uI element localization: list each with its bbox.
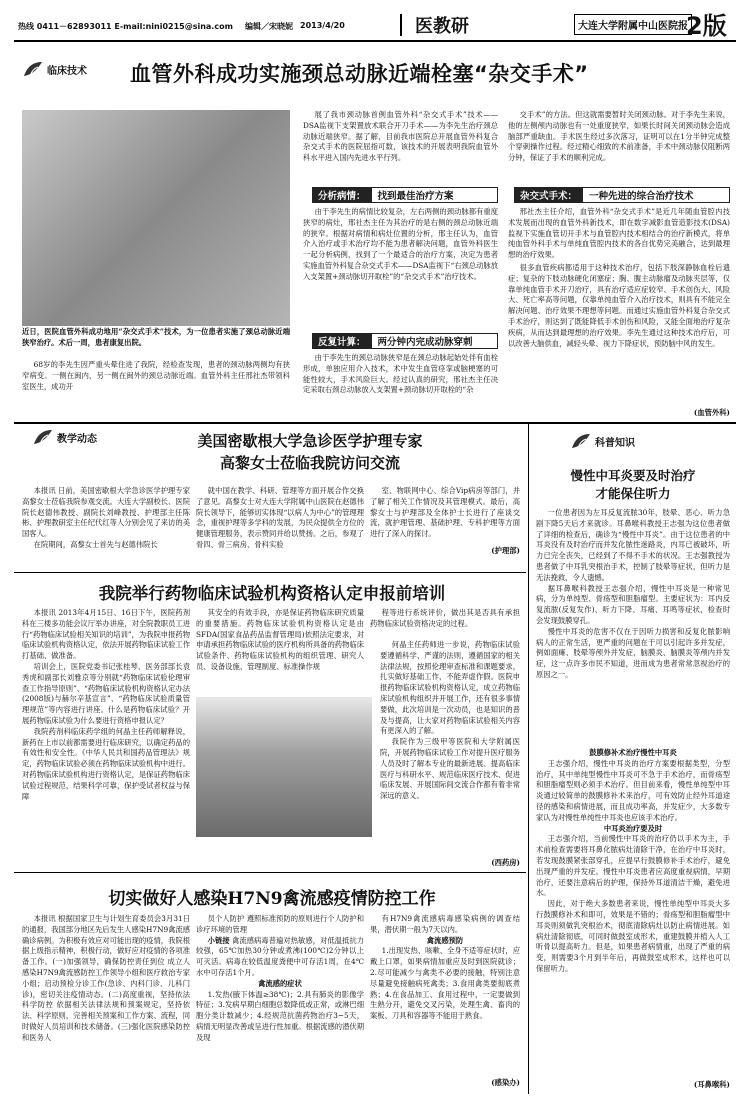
leaf-icon [570,432,592,450]
article1-col2-top: 展了我市颈动脉首例血管外科“杂交式手术”技术——DSA监视下支架置放术联合开刀手术——为李先生治疗颈总动脉近端狭窄。据了解，目前我市医院总开展血管外科复合杂交式手术的医院屈指可数，该技术的开展表明我院血管外科水平进入国内先进水平行列。 [303,110,498,163]
sidebar-subhead-1: 鼓膜修补术治疗慢性中耳炎 [589,748,677,757]
article1-col2-bot: 由于李先生的颈总动脉狭窄是在颈总动脉起始处伴有血栓形成，单独应用介入技术，术中发生血管痉挛或脑梗塞的可能性较大，手术风险巨大。经过认真的研究，邢社杰主任决定采取右颈总动脉放入支架置+颈动脉切开取栓的“杂 [303,353,498,395]
paper-name: 大连大学附属中山医院报 [574,14,692,35]
article1-signature: (血管外科) [693,408,730,417]
article4-col2: 员个人防护 遵照标准预防的原则进行个人防护和诊疗环境的管理 小链接 禽流感病毒普遍对热敏感，对低温抵抗力较强，65℃加热30分钟或煮沸(100℃)2分钟以上可灭活。病毒在较低温度粪便中可存活1周，在4℃水中可存活1个月。 禽流感的症状 1.发热(腋下体温≥38℃)；2.具有肺炎的影像学特征；3.发病早期白细胞总数降低或正常，或淋巴细胞分类计数减少；4.经规范抗菌药物治疗3~5天，病情无明显改善或呈进行性加重。根据流感的潜伏期及现 [196,914,364,1042]
article1-col1: 68岁的李先生因严重头晕住进了我院，经检查发现，患者的颈动脉两侧均有狭窄病变。一侧在闽内，另一侧在闽外的颈总动脉近端。血管外科主任邢社杰带领科室医生，成功开 [22,360,290,391]
tag-teaching [32,428,97,446]
tag-label: 临床技术 [47,65,87,77]
article1-col2-mid: 由于李先生的病情比较复杂，左右两侧的颈动脉都有重度狭窄的病灶，邢社杰主任为其治疗的是右侧的颈总动脉近端的狭窄。根据对病情和病灶位置的分析，邢主任认为，血管介入治疗或手术治疗均不能为患者解决问题，血管外科医生一起分析病例，找到了一个最适合的治疗方案，决定为患者实施血管外科复合杂交式手术——DSA监视下“右颈总动脉放入支架置+颈动脉切开取栓”的“杂交式手术”治疗技术。 [303,207,498,281]
article4-title: 切实做好人感染H7N9禽流感疫情防控工作 [108,889,436,909]
article1-col3-top: 交手术”的方法。但这就需要暂时关闭颈动脉。对于李先生来说，他的左侧颅内动脉也有一处重度狭窄，如果长时间关闭颈动脉会造成脑部严重缺血。手术医生经过多次落习，证明可以在1分半钟完成整个穿刺操作过程。经过精心细致的术前准备，手术中颈动脉仅阻断两分钟，保证了手术的顺利完成。 [508,110,730,163]
masthead-editor: 编辑／宋晓妮 [245,22,293,31]
masthead-section: 医教研 [415,16,469,37]
small-link-label: 小链接 [207,935,230,945]
article2-title-l1: 美国密歇根大学急诊医学护理专家 [197,432,423,450]
masthead-hotline: 热线 0411－62893011 E-mail:nini0215@sina.com [18,22,233,31]
subhead-hybrid: 杂交式手术： 一种先进的综合治疗技术 [514,187,730,203]
tag-label: 教学动态 [57,433,97,445]
masthead-rule [14,40,736,42]
rule-3 [14,872,526,873]
article2-title-l2: 高黎女士莅临我院访问交流 [219,454,400,472]
article1-col3-mid: 邢社杰主任介绍，血管外科“杂交式手术”是近几年随血管腔内技术发展而出现的血管外科新技术，即在数字减影血管造影技术(DSA)监视下实施血管切开手术与血管腔内技术相结合的治疗新模式，将单纯血管外科手术与单纯血管腔内技术的各自优势完美融合，达到最理想的治疗效果。 [508,207,730,260]
subhead-analysis: 分析病情： 找到最佳治疗方案 [312,187,498,203]
masthead-divider [400,14,402,36]
article4-signature: (感染办) [491,1078,520,1087]
article2-col1: 本报讯 日前，美国密歇根大学急诊医学护理专家高黎女士莅临我院参观交流。大连大学副校长、医院院长赵德伟教授、副院长刘峰教授、护理部主任陈彬、护理教研室主任纪代红等人分别会见了来访的美国客人。 在院期间，高黎女士首先与赵德伟院长 [22,486,190,549]
sidebar-signature: (耳鼻喉科) [693,1080,730,1089]
article4-col1: 本报讯 根据国家卫生与计划生育委员会3月31日的通报，我国部分地区先后发生人感染H7N9禽流感确诊病例。为积极有效应对可能出现的疫情，我院根据上级指示精神，积极行动，做好应对疫情的各项准备工作。(一)加强领导，确保防控责任到位 成立人感染H7N9禽流感防控工作领导小组和医疗救治专家小组；启动预检分诊工作(急诊、内科门诊、儿科门诊)，密切关注疫情动态。(二)高度重视，坚持依法科学防控 依据相关法律法规和预案规定，坚持依法、科学原则，完善相关预案和工作方案、流程，同时做好人员培训和技术储备。(三)强化医院感染防控和医务人 [22,914,190,1042]
tag-clinical-tech [22,60,87,78]
article1-col3-bot: 很多血管疾病都适用于这种技术治疗，包括下肢深静脉血栓后遗症；复杂的下肢动脉硬化闭塞症；胸、腹主动脉瘤及动脉夹层等，仅靠单纯血管手术开刀治疗，具有治疗适应症较窄、手术创伤大、风险大、死亡率高等问题，仅靠单纯血管介入治疗技术，则具有不能完全解决问题、治疗效果不理想等问题。而通过实施血管外科复合杂交式手术治疗，则达到了既能降低手术创伤和风险，又能全面地治疗复杂疾病，从而达到最理想的治疗效果。李先生通过这种技术治疗后，可以改善大脑供血，减轻头晕、视力下降症状，预防脑中风的发生。 [508,263,730,348]
article4-col3: 有H7N9禽流感病毒感染病例的调查结果，潜伏期一般为7天以内。 禽流感预防 1.出现发热、咳嗽、全身不适等症状时，应戴上口罩，如果病情加重应及时到医院就诊；2.尽可能减少与禽类不必要的接触，特别注意尽量避免接触病死禽类；3.食用禽类要彻底煮熟；4.在食品加工、食用过程中，一定要做到生熟分开，避免交叉污染，处理生禽、畜肉的案板、刀具和容器等不能用于熟食。 [370,914,520,1021]
article3-title: 我院举行药物临床试验机构资格认定申报前培训 [98,584,446,603]
article1-caption: 近日，医院血管外科成功地用“杂交式手术”技术，为一位患者实施了颈总动脉近端狭窄治疗。术后一周，患者康复出院。 [22,327,290,347]
article3-photo [196,697,372,837]
article2-signature: (护理部) [491,546,520,555]
rule-1 [14,422,736,424]
sidebar-body-1: 一位患者因为左耳反复流脓30年，肢晕、恶心、听力急剧下降5天后才来就诊。耳鼻喉科教授王志强为这位患者做了详细的检查后，确诊为“慢性中耳炎”。由于这位患者的中耳炎没有及时治疗而并发化脓性迷路炎，内耳已被破坏，听力已完全丧失，已经到了不得不手术的状况。王志强教授为患者做了中耳乳突根治手术，控制了肢晕等症状，但听力是无法挽救，令人遗憾。 据耳鼻喉科教授王志强介绍，慢性中耳炎是一种常见病，分为单纯型、骨疡型和胆脂瘤型。主要症状为：耳内反复流脓(反复发作)、听力下降、耳痛、耳鸣等症状，检查时会发现鼓膜穿孔。 慢性中耳炎的危害不仅在于因听力损害和反复化脓影响病人的正常生活，更严重的问题在于可以引起许多并发症，例如面瘫、肢晕等颅外并发症，脑膜炎、脑膜炎等颅内并发症，这一点许多市民不知道，进而成为患者常常忽视治疗的原因之一。 [536,508,730,679]
sidebar-subhead-2: 中耳炎治疗要及时 [603,823,663,833]
article3-col2: 其安全的有效手段，亦是保证药物临床研究质量的重要措施。药物临床试验机构资格认定是由SFDA(国家食品药品监督管理局)依照法定要求，对申请承担药物临床试验的医疗机构所具备的药物临床试验条件、药物临床试验机构的组织管理、研究人员、设备设施、管理制度、标准操作规 [196,608,364,671]
leaf-icon [22,60,44,78]
article2-col2: 就中国在教学、科研、管理等方面开展合作交换了意见。高黎女士对大连大学附属中山医院在赵德伟院长领导下，能够切实体现“以病人为中心”的管理理念，重视护理等多学科的发展，为民众提供全方位的健康管理服务，表示赞同并给以赞扬。之后，参观了骨四、骨三病房、骨科实验 [196,486,364,549]
sidebar-divider [528,424,529,1094]
article1-photo [22,110,290,326]
article3-col1: 本报讯 2013年4月15日、16日下午，医院药剂科在三楼多功能会议厅举办讲座，对全院教职员工进行“药物临床试验相关知识的培训”，为我院申报药物临床试验机构资格认定，依法开展药物临床试验工作打基础、做准备。 培训会上，医院党委书记张桂琴、医务部部长袁秀虎和副部长刘雅京等分别就“药物临床试验伦理审查工作指导原则”、“药物临床试验机构资格认定办法(2008版)与赫尔辛基宣言”、“药物临床试验质量管理规范”等内容进行讲座。什么是药物临床试验？开展药物临床试验为什么要进行资格申报认定？ 我院药剂科临床药学组的何晶主任药师解释说，新药在上市以前都需要进行临床研究，以确定药品的有效性和安全性。《中华人民共和国药品管理法》规定，药物临床试验必须在药物临床试验机构中进行。对药物临床试验机构进行资格认定，是保证药物临床试验过程规范，结果科学可靠，保护受试者权益与保障 [22,608,190,801]
sidebar-title-l2: 才能保住听力 [595,486,671,501]
masthead-date: 2013/4/20 [300,21,345,30]
article1-title: 血管外科成功实施颈总动脉近端栓塞“杂交手术” [130,62,589,86]
tag-popular-science [570,432,635,450]
page-number: 2版 [686,12,727,40]
sidebar-body-2: 鼓膜修补术治疗慢性中耳炎 王志强介绍，慢性中耳炎的治疗方案要根据类型，分型治疗，其中单纯型慢性中耳炎可不急于手术治疗，而骨疡型和胆脂瘤型则必须手术治疗。但目前来看，慢性单纯型中耳炎通过较简单的鼓膜修补术来治疗，可有效防止经外耳道途径的感染和病情进展，而且成功率高，并发症少，大多数专家认为对慢性单纯性中耳炎也应该手术治疗。 中耳炎治疗要及时 王志强介绍，当前慢性中耳炎的治疗仍以手术为主，手术前检查需要将耳鼻化脓病灶清除干净，在治疗中耳炎时，若发现鼓膜紧张部穿孔，应提早行鼓膜修补手术治疗，避免出现严重的并发症。慢性中耳炎患者应高度重视病情，早期治疗，还要注意病后的护理，保持外耳道清洁干燥，避免进水。 因此，对于绝大多数患者来说，慢性单纯型中耳炎大多行鼓膜修补术和即可，效果是不错的；骨疡型和胆脂瘤型中耳炎则须做乳突根治术，彻底清除病灶以防止病情进展。如病灶清除彻底，可同时做鼓室成形术，重建鼓膜并植入人工听骨以提高听力。但是，如果患者病情重，出现了严重的病变，则需要3个月到半年后，再做鼓室成形术，这样也可以保留听力。 [536,748,730,973]
sidebar-title-l1: 慢性中耳炎要及时治疗 [570,468,696,483]
article3-col3b: 何晶主任药师进一步说，药物临床试验要遵循科学、严谨的法则，遵循国家的相关法律法规，按照伦理审查标准和课题要求，扎实做好基础工作，不能弄虚作假。医院申报药物临床试验机构资格认定，成立药物临床试验机构组织并开展工作，还有很多事情要做，此次培训是一次动员，也是知识的普及与提高，让大家对药物临床试验相关内容有更深入的了解。 我院作为三级甲等医院和大学附属医院，开展药物临床试验工作对提升医疗服务人员及时了解本专业的最新进展、提高临床医疗与科研水平、规范临床医疗技术、促进临床发展、开展国际间交流合作都有着非常深远的意义。 [380,640,520,801]
rule-2 [14,572,526,573]
leaf-icon [32,428,54,446]
article3-signature: (西药房) [491,858,520,867]
article3-col3: 程等进行系统评价，做出其是否具有承担药物临床试验资格决定的过程。 [370,608,520,628]
tag-label: 科普知识 [595,437,635,449]
article2-col3: 室、物联网中心、综合Vip病房等部门，并了解了相关工作情况及其管理模式。最后，高黎女士与护理部及全体护士长进行了座谈交流，就护理管理、基础护理、专科护理等方面进行了深入的探讨。 [370,486,520,539]
subhead-calculation: 反复计算： 两分钟内完成动脉穿刺 [312,333,498,349]
